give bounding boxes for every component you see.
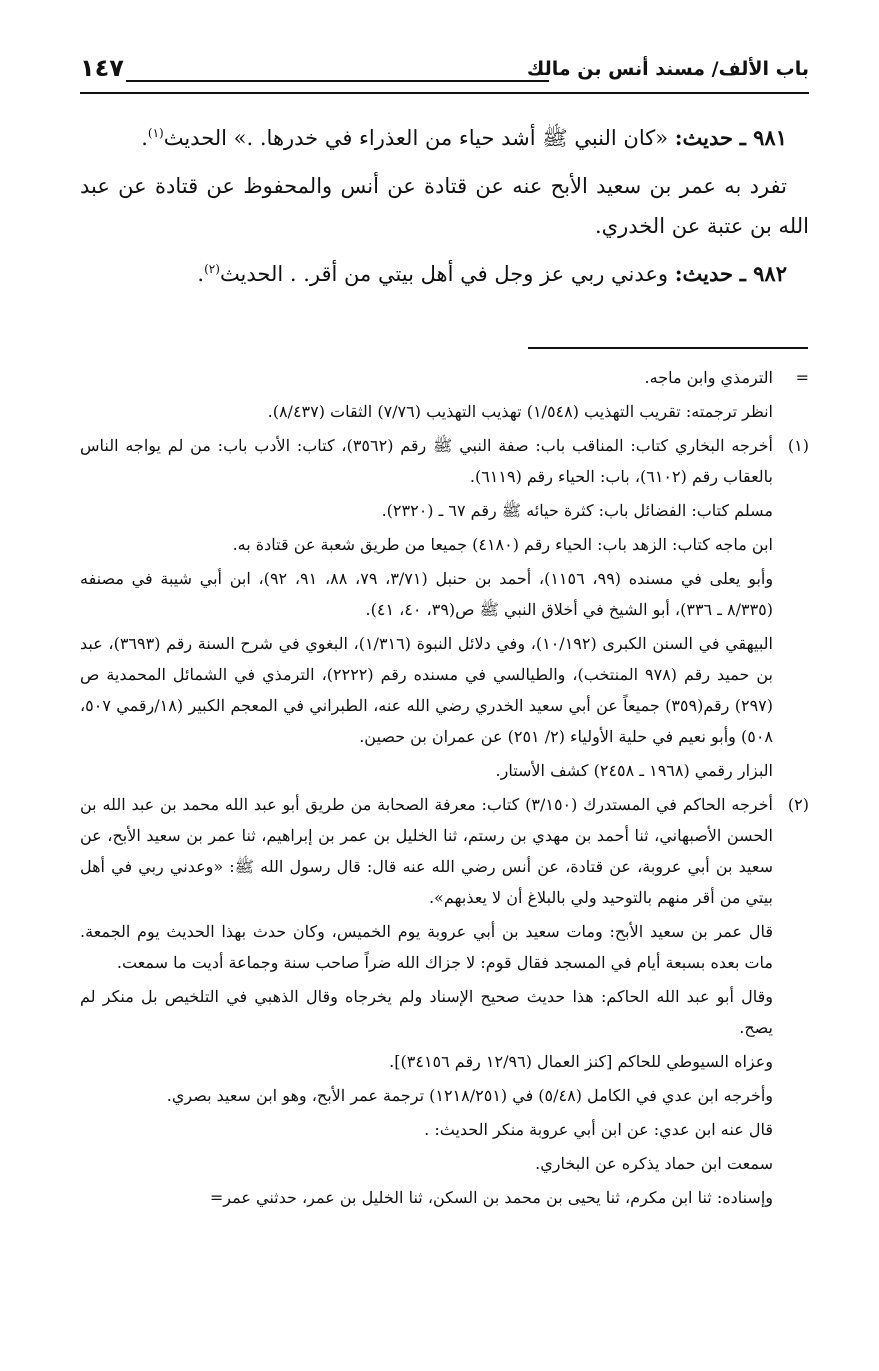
footnote-ref: (٢) — [204, 262, 220, 276]
footnote-ref: (١) — [147, 126, 164, 140]
footnote-line: وقال أبو عبد الله الحاكم: هذا حديث صحيح الإسناد ولم يخرجاه وقال الذهبي في التلخيص بل منكر لم يصح. — [80, 987, 773, 1037]
hadith-label: حديث: — [674, 261, 733, 286]
footnote-line: سمعت ابن حماد يذكره عن البخاري. — [535, 1154, 773, 1173]
footnote-line: أخرجه البخاري كتاب: المناقب باب: صفة النبي ﷺ رقم (٣٥٦٢)، كتاب: الأدب باب: من لم يواجه الناس بالعقاب رقم (٦١٠٢)، باب: الحياء رقم (٦١١٩). — [80, 436, 774, 486]
footnote-line: البيهقي في السنن الكبرى (١٠/١٩٢)، وفي دلائل النبوة (١/٣١٦)، البغوي في شرح السنة رقم (٣٦٩٣)، عبد بن حميد رقم (٩٧٨ المنتخب)، والطيالسي في مسنده رقم (٢٢٢٢)، الترمذي في الشمائل المحمدية ص (٢٩٧) رقم(٣٥٩) جميعاً عن أبي سعيد الخدري رضي الله عنه، الطبراني في المعجم الكبير (١٨/رقمي ٥٠٧، ٥٠٨) وأبو نعيم في حلية الأولياء (٢/ ٢٥١) عن عمران بن حصين. — [80, 634, 774, 746]
page-number: ١٤٧ — [80, 54, 124, 82]
header-rule — [80, 92, 809, 94]
period: . — [197, 262, 205, 286]
footnote-line: أخرجه الحاكم في المستدرك (٣/١٥٠) كتاب: معرفة الصحابة من طريق أبو عبد الله محمد بن عبد الله بن الحسن الأصبهاني، ثنا أحمد بن مهدي بن رستم، ثنا الخليل بن عمر بن إبراهيم، ثنا عمر بن سعيد الأبح، عن سعيد بن أبي عروبة، عن قتادة، عن أنس رضي الله عنه قال: قال رسول الله ﷺ: «وعدني ربي في أهل بيتي من أقر منهم بالتوحيد ولي بالبلاغ أن لا يعذبهم». — [80, 795, 773, 907]
footnote-line: وأخرجه ابن عدي في الكامل (٥/٤٨) في (١٢١٨/٢٥١) ترجمة عمر الأبح، وهو ابن سعيد بصري. — [166, 1086, 773, 1105]
footnote-separator — [528, 347, 808, 349]
period: . — [141, 126, 148, 150]
footnote-continuation — [80, 362, 809, 427]
footnote-line: قال عنه ابن عدي: عن ابن أبي عروبة منكر الحديث: . — [424, 1120, 773, 1139]
footnote-line: قال عمر بن سعيد الأبح: ومات سعيد بن أبي عروبة يوم الخميس، وكان حدث بهذا الحديث يوم الجمعة. مات بعده بسبعة أيام في المسجد فقال قوم: لا جزاك الله ضراً صاحب سنة وجماعة أديت ما سمعت. — [80, 922, 773, 972]
footnotes — [80, 362, 809, 1216]
hadith-text: وعدني ربي عز وجل في أهل بيتي من أقر. . الحديث — [219, 262, 669, 286]
main-text — [80, 118, 809, 302]
footnote-line: وإسناده: ثنا ابن مكرم، ثنا يحيى بن محمد بن السكن، ثنا الخليل بن عمر، حدثني عمر= — [209, 1188, 773, 1207]
hadith-number: ٩٨١ ـ — [739, 125, 787, 150]
running-header — [80, 52, 809, 92]
footnote-line: مسلم كتاب: الفضائل باب: كثرة حيائه ﷺ رقم ٦٧ ـ (٢٣٢٠). — [381, 501, 773, 520]
footnote-line: الترمذي وابن ماجه. — [644, 368, 773, 387]
footnote-line: ابن ماجه كتاب: الزهد باب: الحياء رقم (٤١٨٠) جميعا من طريق شعبة عن قتادة به. — [232, 535, 773, 554]
footnote-1 — [80, 430, 809, 786]
chapter-title: باب الألف/ مسند أنس بن مالك — [526, 58, 809, 80]
hadith-number: ٩٨٢ ـ — [739, 261, 787, 286]
continuation-mark: = — [795, 368, 809, 387]
footnote-2 — [80, 789, 809, 1213]
footnote-line: انظر ترجمته: تقريب التهذيب (١/٥٤٨) تهذيب التهذيب (٧/٧٦) الثقات (٨/٤٣٧). — [267, 402, 773, 421]
footnote-line: وأبو يعلى في مسنده (٩٩، ١١٥٦)، أحمد بن حنبل (٣/٧١، ٧٩، ٨٨، ٩١، ٩٢)، ابن أبي شيبة في مصنفه (٨/٣٣٥ ـ ٣٣٦)، أبو الشيخ في أخلاق النبي ﷺ ص(٣٩، ٤٠، ٤١). — [80, 569, 774, 619]
footnote-line: البزار رقمي (١٩٦٨ ـ ٢٤٥٨) كشف الأستار. — [495, 761, 773, 780]
footnote-number: (٢) — [787, 795, 809, 814]
hadith-981 — [80, 118, 809, 158]
hadith-982 — [80, 254, 809, 294]
tafarrud-note: تفرد به عمر بن سعيد الأبح عنه عن قتادة عن أنس والمحفوظ عن قتادة عن عبد الله بن عتبة عن الخدري. — [80, 174, 809, 238]
footnote-number: (١) — [787, 436, 809, 455]
footnote-line: وعزاه السيوطي للحاكم [كنز العمال (١٢/٩٦ رقم ٣٤١٥٦)]. — [389, 1052, 773, 1071]
hadith-label: حديث: — [674, 125, 733, 150]
header-line — [126, 80, 549, 82]
hadith-text: «كان النبي ﷺ أشد حياء من العذراء في خدرها. .» الحديث — [163, 126, 669, 150]
